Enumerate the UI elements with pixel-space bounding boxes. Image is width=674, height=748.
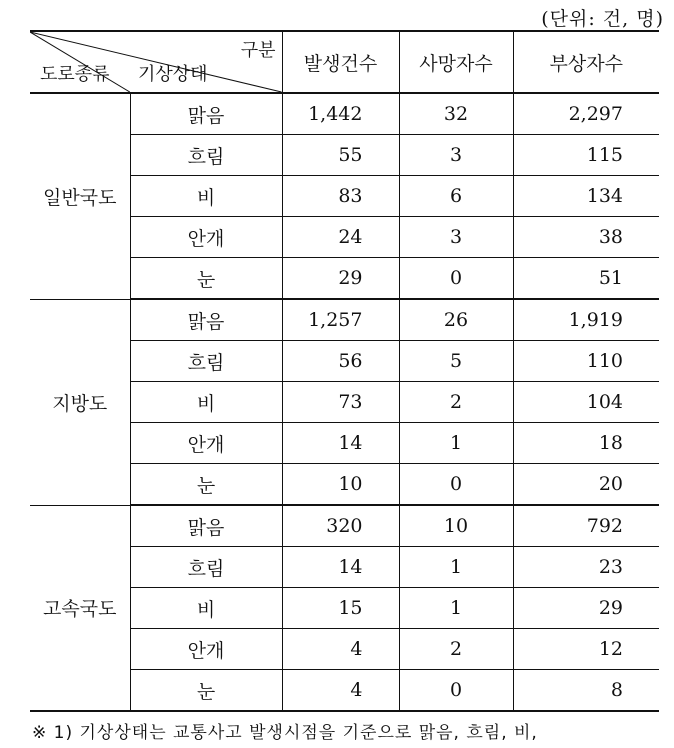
- deaths-cell: 3: [399, 135, 513, 176]
- injuries-cell: 20: [513, 464, 659, 506]
- injuries-cell: 8: [513, 670, 659, 712]
- injuries-cell: 110: [513, 341, 659, 382]
- deaths-cell: 0: [399, 258, 513, 300]
- deaths-cell: 10: [399, 505, 513, 547]
- accidents-cell: 1,257: [282, 299, 399, 341]
- deaths-cell: 6: [399, 176, 513, 217]
- corner-label-category: 구분: [240, 40, 276, 61]
- injuries-cell: 792: [513, 505, 659, 547]
- corner-label-road-type: 도로종류: [40, 64, 110, 85]
- weather-cell: 눈: [130, 670, 282, 712]
- weather-cell: 흐림: [130, 135, 282, 176]
- column-header-deaths: 사망자수: [399, 31, 513, 93]
- diagonal-header-cell: [30, 31, 282, 93]
- injuries-cell: 1,919: [513, 299, 659, 341]
- injuries-cell: 104: [513, 382, 659, 423]
- table-row: [30, 93, 659, 135]
- accidents-cell: 29: [282, 258, 399, 300]
- accidents-cell: 56: [282, 341, 399, 382]
- accidents-cell: 24: [282, 217, 399, 258]
- deaths-cell: 3: [399, 217, 513, 258]
- road-type-cell: 고속국도: [30, 505, 130, 711]
- footnote: ※ 1) 기상상태는 교통사고 발생시점을 기준으로 맑음, 흐림, 비,: [32, 723, 538, 743]
- injuries-cell: 51: [513, 258, 659, 300]
- injuries-cell: 115: [513, 135, 659, 176]
- weather-cell: 안개: [130, 629, 282, 670]
- road-type-cell: 일반국도: [30, 93, 130, 299]
- accidents-cell: 15: [282, 588, 399, 629]
- injuries-cell: 29: [513, 588, 659, 629]
- weather-cell: 맑음: [130, 299, 282, 341]
- accidents-cell: 10: [282, 464, 399, 506]
- accidents-cell: 83: [282, 176, 399, 217]
- column-header-accidents: 발생건수: [282, 31, 399, 93]
- injuries-cell: 2,297: [513, 93, 659, 135]
- weather-cell: 비: [130, 382, 282, 423]
- deaths-cell: 0: [399, 670, 513, 712]
- deaths-cell: 1: [399, 588, 513, 629]
- weather-cell: 안개: [130, 423, 282, 464]
- accidents-cell: 1,442: [282, 93, 399, 135]
- weather-cell: 안개: [130, 217, 282, 258]
- injuries-cell: 23: [513, 547, 659, 588]
- weather-cell: 흐림: [130, 341, 282, 382]
- accidents-cell: 4: [282, 670, 399, 712]
- deaths-cell: 26: [399, 299, 513, 341]
- weather-cell: 맑음: [130, 505, 282, 547]
- deaths-cell: 5: [399, 341, 513, 382]
- injuries-cell: 134: [513, 176, 659, 217]
- weather-cell: 비: [130, 176, 282, 217]
- column-header-injuries: 부상자수: [513, 31, 659, 93]
- accidents-cell: 14: [282, 547, 399, 588]
- header-row: [30, 31, 659, 93]
- deaths-cell: 2: [399, 382, 513, 423]
- road-type-cell: 지방도: [30, 299, 130, 505]
- table-row: [30, 505, 659, 547]
- weather-cell: 눈: [130, 464, 282, 506]
- accidents-cell: 14: [282, 423, 399, 464]
- weather-cell: 비: [130, 588, 282, 629]
- corner-label-weather: 기상상태: [138, 64, 208, 85]
- unit-note: (단위: 건, 명): [541, 8, 664, 30]
- accidents-cell: 73: [282, 382, 399, 423]
- accidents-cell: 4: [282, 629, 399, 670]
- injuries-cell: 12: [513, 629, 659, 670]
- injuries-cell: 38: [513, 217, 659, 258]
- deaths-cell: 0: [399, 464, 513, 506]
- weather-cell: 흐림: [130, 547, 282, 588]
- weather-cell: 맑음: [130, 93, 282, 135]
- injuries-cell: 18: [513, 423, 659, 464]
- weather-accident-table: [30, 30, 659, 712]
- weather-cell: 눈: [130, 258, 282, 300]
- deaths-cell: 2: [399, 629, 513, 670]
- accidents-cell: 320: [282, 505, 399, 547]
- deaths-cell: 1: [399, 547, 513, 588]
- table-row: [30, 299, 659, 341]
- deaths-cell: 32: [399, 93, 513, 135]
- deaths-cell: 1: [399, 423, 513, 464]
- accidents-cell: 55: [282, 135, 399, 176]
